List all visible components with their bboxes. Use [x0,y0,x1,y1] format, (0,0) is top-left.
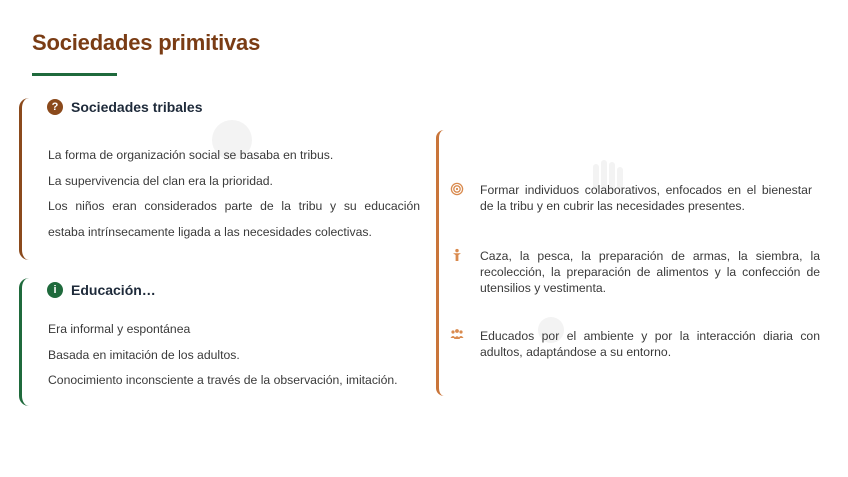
tribal-societies-header [47,99,203,115]
list-item-text: Caza, la pesca, la preparación de armas, la siembra, la recolección, la preparación de alimentos y la confección de utensilios y vestimenta. [480,249,820,295]
education-header [47,282,156,298]
target-icon [450,182,464,196]
page-title: Sociedades primitivas [32,30,261,55]
education-goals-panel [436,130,831,396]
text-line: Era informal y espontánea [48,322,191,336]
list-item [450,182,822,214]
text-line: estaba intrínsecamente ligada a las necesidades colectivas. [48,224,372,239]
tribal-societies-text [48,143,420,245]
tribal-societies-card [19,98,422,260]
info-icon: i [47,282,63,298]
list-item [450,248,822,296]
group-icon [450,328,464,342]
text-line: La forma de organización social se basaba en tribus. [48,148,334,162]
text-line: Los niños eran considerados parte de la tribu y su educación [48,199,420,213]
text-line: La supervivencia del clan era la prioridad. [48,173,273,188]
list-item-text: Educados por el ambiente y por la interacción diaria con adultos, adaptándose a su entorno. [480,329,820,359]
text-line: Basada en imitación de los adultos. [48,347,240,362]
education-text [48,317,420,394]
education-heading: Educación… [71,282,156,298]
person-icon [450,248,464,262]
title-underline [32,73,117,76]
education-card [19,278,422,406]
text-line: Conocimiento inconsciente a través de la observación, imitación. [48,373,398,387]
list-item-text: Formar individuos colaborativos, enfocados en el bienestar de la tribu y en cubrir las necesidades presentes. [480,183,812,213]
list-item [450,328,822,360]
question-icon: ? [47,99,63,115]
tribal-societies-heading: Sociedades tribales [71,99,203,115]
